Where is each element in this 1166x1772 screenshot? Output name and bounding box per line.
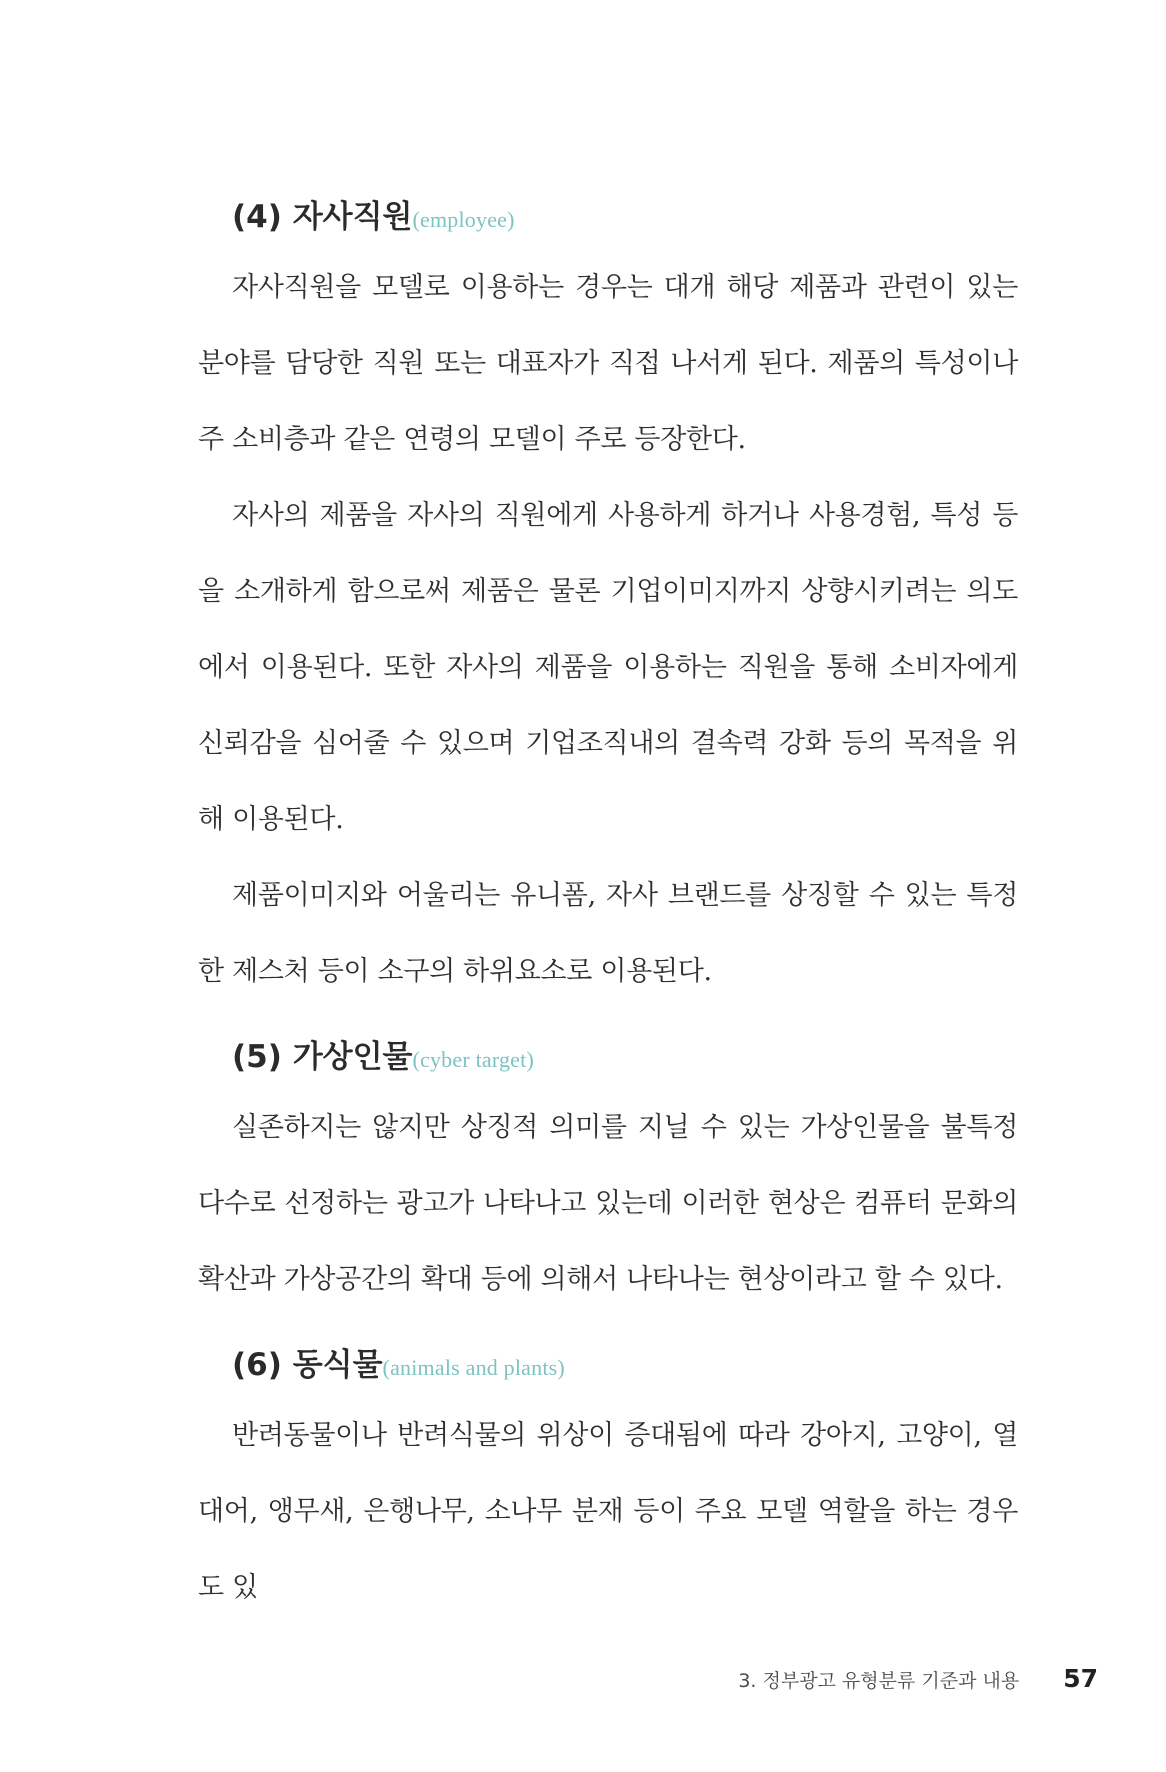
section-heading-text: (6) 동식물 <box>232 1347 383 1383</box>
section-heading-text: (5) 가상인물 <box>232 1039 413 1075</box>
paragraph: 실존하지는 않지만 상징적 의미를 지닐 수 있는 가상인물을 불특정다수로 선정하는 광고가 나타나고 있는데 이러한 현상은 컴퓨터 문화의 확산과 가상공간의 확대 등에 의해서 나타나는 현상이라고 할 수 있다. <box>198 1112 1018 1295</box>
section-heading-text: (4) 자사직원 <box>232 199 413 235</box>
paragraph: 제품이미지와 어울리는 유니폼, 자사 브랜드를 상징할 수 있는 특정한 제스처 등이 소구의 하위요소로 이용된다. <box>198 880 1018 987</box>
section-heading-english: (cyber target) <box>412 1047 534 1072</box>
section-heading-english: (animals and plants) <box>382 1355 565 1380</box>
paragraph: 자사의 제품을 자사의 직원에게 사용하게 하거나 사용경험, 특성 등을 소개하게 함으로써 제품은 물론 기업이미지까지 상향시키려는 의도에서 이용된다. 또한 자사의 제품을 이용하는 직원을 통해 소비자에게 신뢰감을 심어줄 수 있으며 기업조직내의 결속력 강화 등의 목적을 위해 이용된다. <box>198 500 1018 835</box>
footer-chapter-title: 3. 정부광고 유형분류 기준과 내용 <box>738 1670 1020 1692</box>
section-heading-employee <box>198 192 1018 242</box>
page-footer <box>738 1664 1098 1693</box>
page-number: 57 <box>1063 1664 1098 1693</box>
section-heading-cyber-target <box>198 1032 1018 1082</box>
section-heading-animals-plants <box>198 1340 1018 1390</box>
paragraph: 반려동물이나 반려식물의 위상이 증대됨에 따라 강아지, 고양이, 열대어, 앵무새, 은행나무, 소나무 분재 등이 주요 모델 역할을 하는 경우도 있 <box>198 1420 1018 1603</box>
section-spacer <box>198 1318 1018 1340</box>
section-spacer <box>198 1010 1018 1032</box>
section-heading-english: (employee) <box>412 207 515 232</box>
paragraph: 자사직원을 모델로 이용하는 경우는 대개 해당 제품과 관련이 있는 분야를 담당한 직원 또는 대표자가 직접 나서게 된다. 제품의 특성이나 주 소비층과 같은 연령의 모델이 주로 등장한다. <box>198 272 1018 455</box>
page-content <box>198 192 1018 1626</box>
